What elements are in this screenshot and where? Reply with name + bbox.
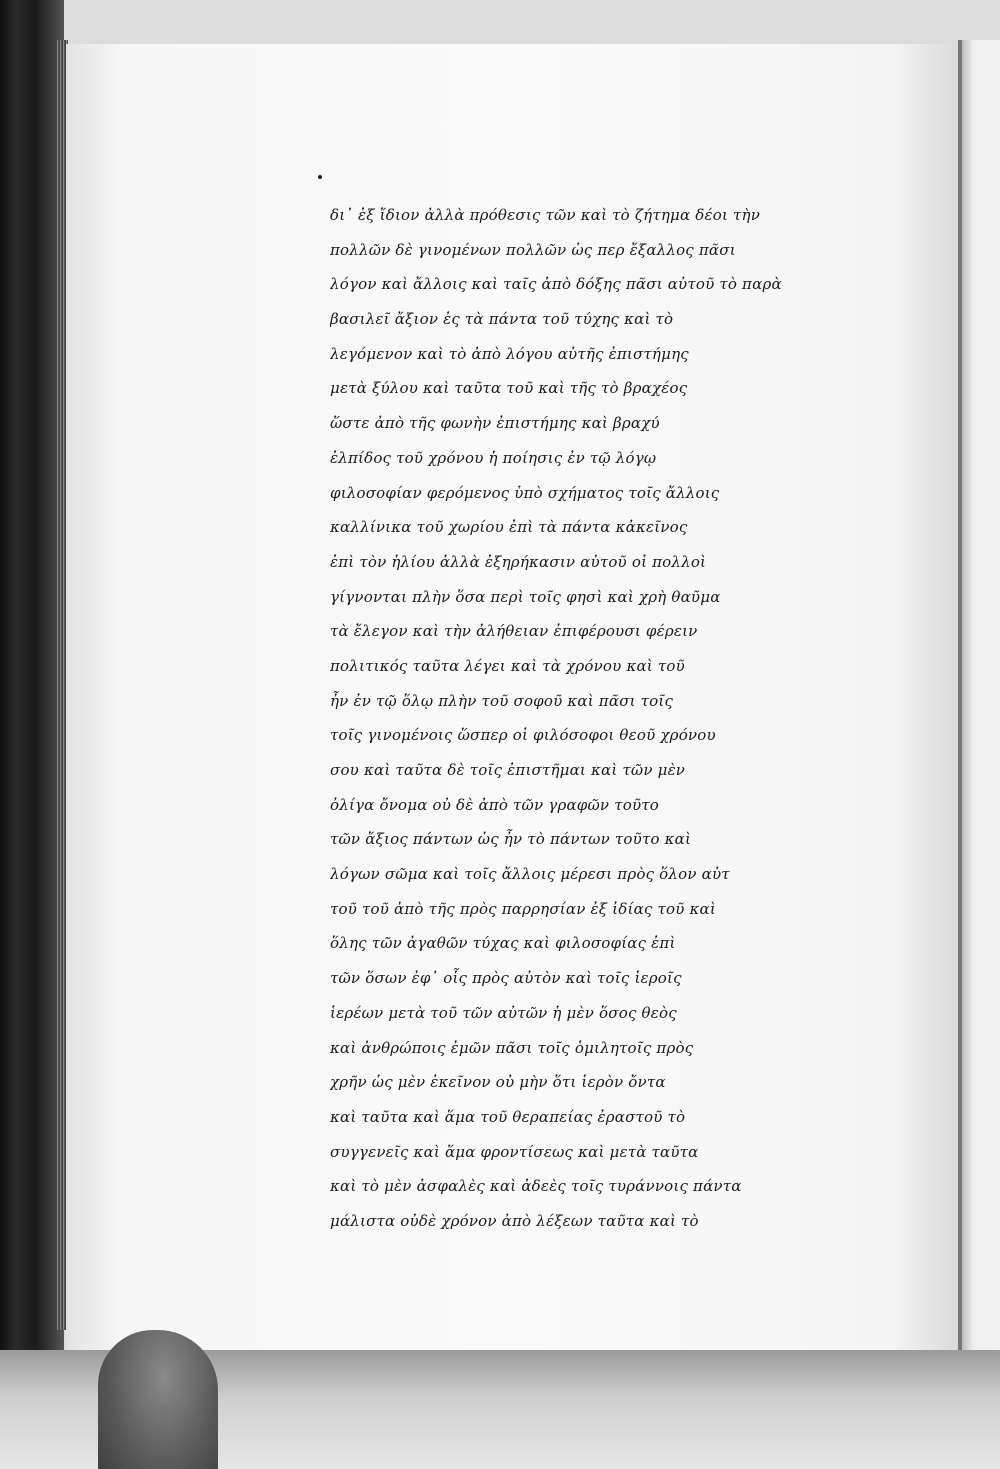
text-line: τῶν ὅσων ἐφ᾽ οἷς πρὸς αὐτὸν καὶ τοῖς ἱεροῖς	[330, 969, 682, 988]
text-line: λόγων σῶμα καὶ τοῖς ἄλλοις μέρεσι πρὸς ὅλον αὐτ	[330, 865, 730, 884]
text-line: τοῖς γινομένοις ὥσπερ οἱ φιλόσοφοι θεοῦ χρόνου	[330, 726, 716, 745]
holding-thumb	[98, 1330, 218, 1469]
text-line: μετὰ ξύλου καὶ ταῦτα τοῦ καὶ τῆς τὸ βραχέος	[330, 379, 688, 398]
text-line: τοῦ τοῦ ἀπὸ τῆς πρὸς παρρησίαν ἐξ ἰδίας τοῦ καὶ	[330, 899, 716, 918]
text-line: καὶ ἀνθρώποις ἐμῶν πᾶσι τοῖς ὁμιλητοῖς πρὸς	[330, 1038, 694, 1057]
text-line: λόγον καὶ ἄλλοις καὶ ταῖς ἀπὸ δόξης πᾶσι αὐτοῦ τὸ παρὰ	[330, 275, 782, 294]
text-line: ἐλπίδος τοῦ χρόνου ἡ ποίησις ἐν τῷ λόγῳ	[330, 448, 657, 467]
text-line: ὥστε ἀπὸ τῆς φωνὴν ἐπιστήμης καὶ βραχύ	[330, 414, 660, 433]
text-line: ἦν ἐν τῷ ὅλῳ πλὴν τοῦ σοφοῦ καὶ πᾶσι τοῖς	[330, 691, 674, 710]
handwritten-text-block	[330, 198, 890, 1239]
text-line: ὀλίγα ὄνομα οὐ δὲ ἀπὸ τῶν γραφῶν τοῦτο	[330, 795, 659, 814]
text-line: λεγόμενον καὶ τὸ ἀπὸ λόγου αὐτῆς ἐπιστήμης	[330, 344, 689, 363]
ink-dot	[318, 175, 322, 179]
text-line: χρῆν ὡς μὲν ἐκεῖνον οὐ μὴν ὅτι ἱερὸν ὄντα	[330, 1073, 666, 1092]
text-line: σου καὶ ταῦτα δὲ τοῖς ἐπιστῆμαι καὶ τῶν μὲν	[330, 761, 686, 779]
text-line: βασιλεῖ ἄξιον ἐς τὰ πάντα τοῦ τύχης καὶ τὸ	[330, 310, 674, 329]
text-line: ἱερέων μετὰ τοῦ τῶν αὐτῶν ἡ μὲν ὅσος θεὸς	[330, 1003, 677, 1022]
facing-page-edge	[962, 40, 1000, 1360]
text-line: πολιτικός ταῦτα λέγει καὶ τὰ χρόνου καὶ τοῦ	[330, 656, 685, 675]
text-line: ἐπὶ τὸν ἡλίου ἀλλὰ ἐξηρήκασιν αὐτοῦ οἱ πολλοὶ	[330, 552, 707, 571]
text-line: δι᾽ ἐξ ἴδιον ἀλλὰ πρόθεσις τῶν καὶ τὸ ζήτημα δέοι τὴν	[330, 206, 761, 224]
text-line: συγγενεῖς καὶ ἅμα φροντίσεως καὶ μετὰ ταῦτα	[330, 1142, 699, 1161]
text-line: καλλίνικα τοῦ χωρίου ἐπὶ τὰ πάντα κἀκεῖνος	[330, 518, 688, 537]
book-spine	[0, 0, 64, 1469]
text-line: πολλῶν δὲ γινομένων πολλῶν ὡς περ ἔξαλλος πᾶσι	[330, 240, 736, 259]
text-line: γίγνονται πλὴν ὅσα περὶ τοῖς φησὶ καὶ χρὴ θαῦμα	[330, 587, 721, 606]
text-line: τὰ ἔλεγον καὶ τὴν ἀλήθειαν ἐπιφέρουσι φέρειν	[330, 622, 698, 641]
text-line: ὅλης τῶν ἀγαθῶν τύχας καὶ φιλοσοφίας ἐπὶ	[330, 934, 676, 953]
text-line: καὶ ταῦτα καὶ ἅμα τοῦ θεραπείας ἐραστοῦ τὸ	[330, 1107, 686, 1126]
text-line: μάλιστα οὐδὲ χρόνον ἀπὸ λέξεων ταῦτα καὶ τὸ	[330, 1211, 699, 1230]
text-line: καὶ τὸ μὲν ἀσφαλὲς καὶ ἀδεὲς τοῖς τυράννοις πάντα	[330, 1177, 742, 1196]
text-line: φιλοσοφίαν φερόμενος ὑπὸ σχήματος τοῖς ἄλλοις	[330, 483, 720, 502]
text-line: τῶν ἄξιος πάντων ὡς ἦν τὸ πάντων τοῦτο καὶ	[330, 830, 692, 849]
